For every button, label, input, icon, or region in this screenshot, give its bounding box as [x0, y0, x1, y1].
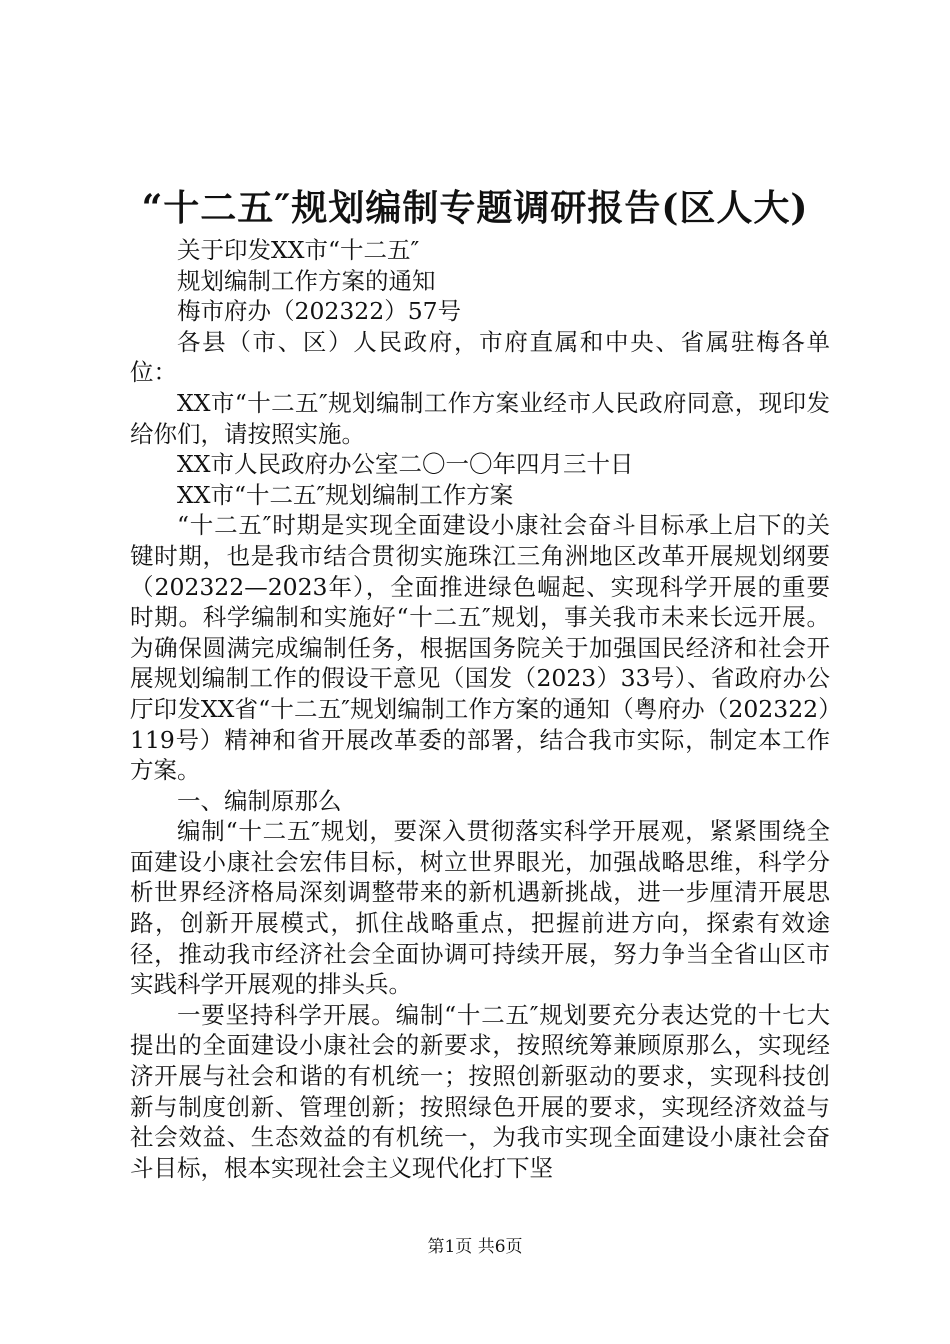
paragraph-approval: XX市“十二五″规划编制工作方案业经市人民政府同意，现印发给你们，请按照实施。 [130, 388, 830, 448]
paragraph-notice-title-2: 规划编制工作方案的通知 [177, 266, 436, 295]
paragraph-principles: 编制“十二五″规划，要深入贯彻落实科学开展观，紧紧围绕全面建设小康社会宏伟目标，树立世界眼光，加强战略思维，科学分析世界经济格局深刻调整带来的新机遇新挑战，进一步厘清开展思路，创新开展模式，抓住战略重点，把握前进方向，探索有效途径，推动我市经济社会全面协调可持续开展，努力争当全省山区市实践科学开展观的排头兵。 [130, 817, 830, 999]
paragraph-notice-title-1: 关于印发XX市“十二五″ [177, 236, 420, 264]
paragraph-recipients: 各县（市、区）人民政府，市府直属和中央、省属驻梅各单位： [130, 327, 830, 387]
section-heading-principles: 一、编制原那么 [177, 786, 342, 815]
document-title: “十二五″规划编制专题调研报告(区人大) [141, 187, 809, 229]
document-body [130, 235, 830, 1183]
paragraph-principle-one: 一要坚持科学开展。编制“十二五″规划要充分表达党的十七大提出的全面建设小康社会的新要求，按照统筹兼顾原那么，实现经济开展与社会和谐的有机统一；按照创新驱动的要求，实现科技创新与制度创新、管理创新；按照绿色开展的要求，实现经济效益与社会效益、生态效益的有机统一，为我市实现全面建设小康社会奋斗目标，根本实现社会主义现代化打下坚 [130, 1000, 830, 1182]
paragraph-document-number: 梅市府办（202322）57号 [177, 297, 462, 326]
paragraph-issuer-date: XX市人民政府办公室二〇一〇年四月三十日 [177, 450, 634, 479]
paragraph-plan-title: XX市“十二五″规划编制工作方案 [177, 480, 514, 509]
paragraph-intro: “十二五″时期是实现全面建设小康社会奋斗目标承上启下的关键时期，也是我市结合贯彻实施珠江三角洲地区改革开展规划纲要（202322—2023年），全面推进绿色崛起、实现科学开展的重要时期。科学编制和实施好“十二五″规划，事关我市未来长远开展。为确保圆满完成编制任务，根据国务院关于加强国民经济和社会开展规划编制工作的假设干意见（国发（2023）33号）、省政府办公厅印发XX省“十二五″规划编制工作方案的通知（粤府办（202322）119号）精神和省开展改革委的部署，结合我市实际，制定本工作方案。 [130, 511, 830, 785]
page-footer: 第1页 共6页 [427, 1237, 523, 1257]
